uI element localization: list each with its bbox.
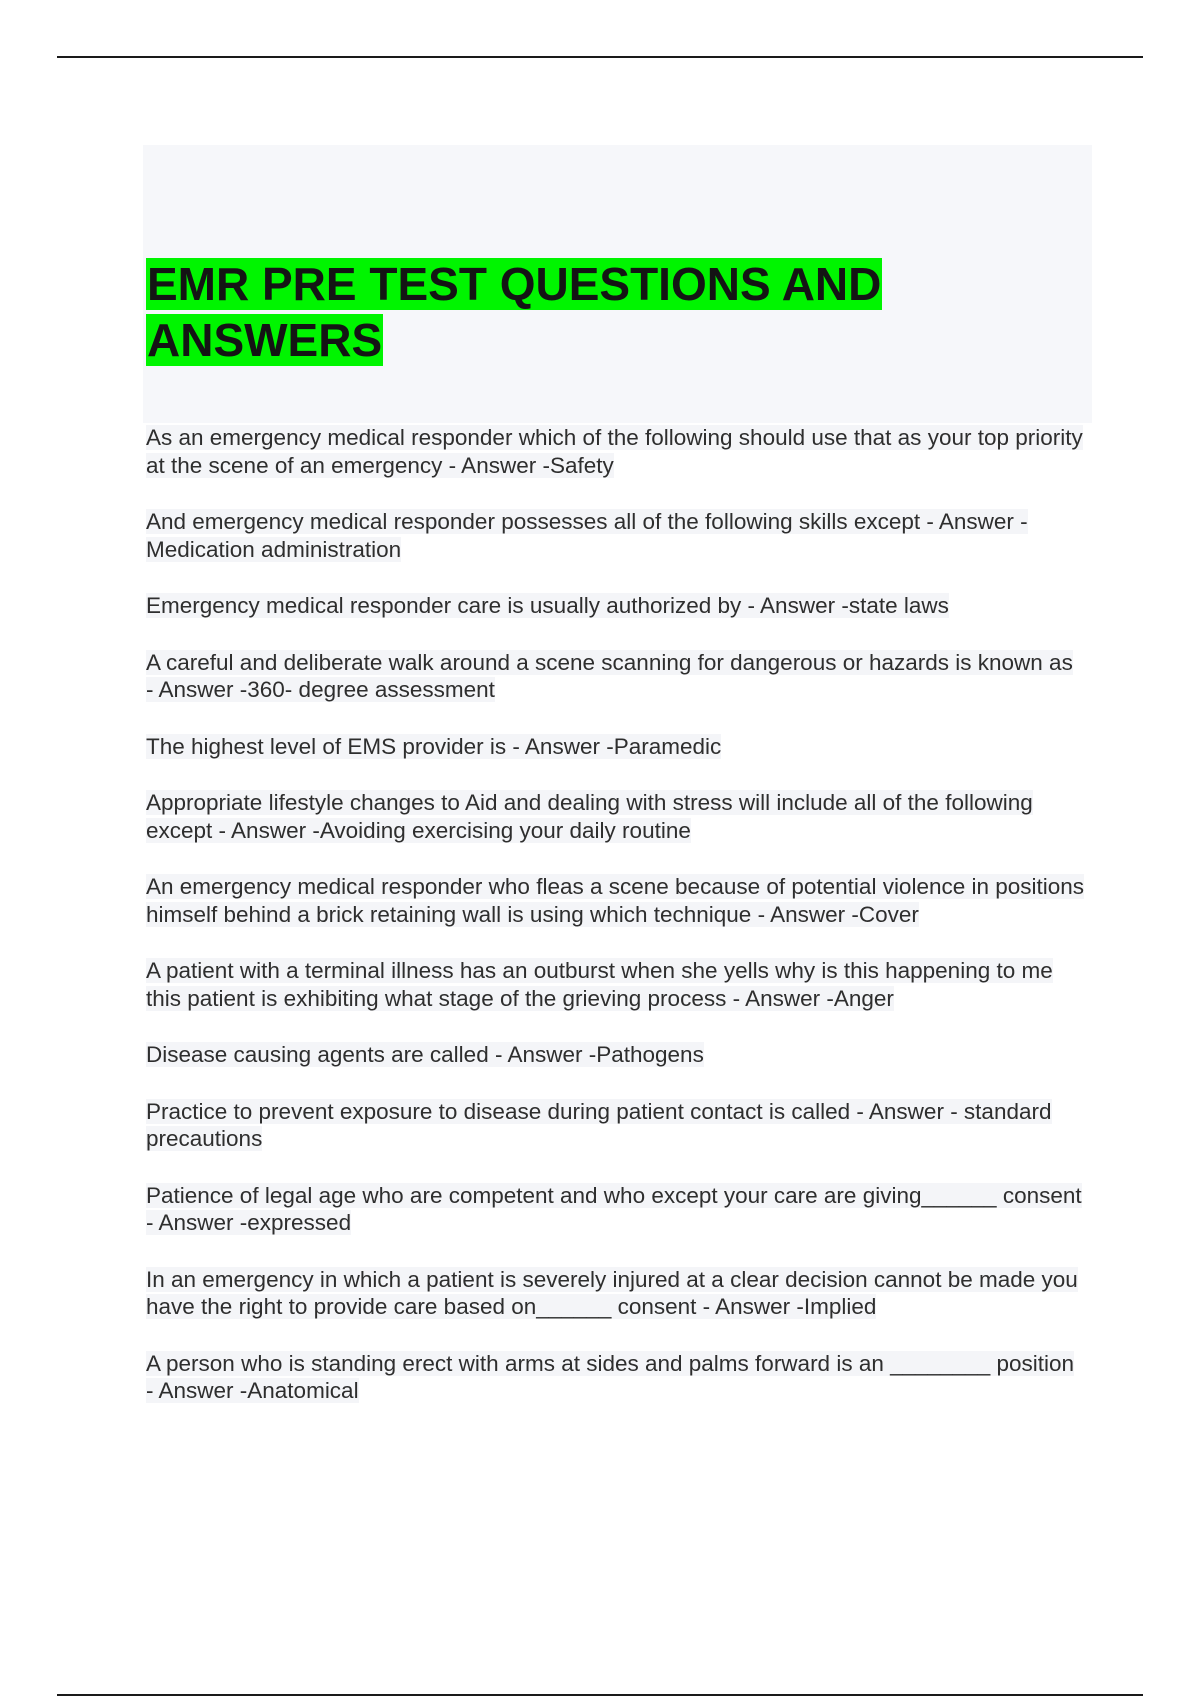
top-rule — [57, 56, 1143, 58]
qa-item — [146, 1266, 1086, 1321]
qa-text: Disease causing agents are called - Answer -Pathogens — [146, 1042, 704, 1067]
qa-text: Patience of legal age who are competent and who except your care are giving______ consent - Answer -expressed — [146, 1182, 1082, 1235]
qa-item — [146, 508, 1086, 563]
qa-item — [146, 649, 1086, 704]
qa-text: And emergency medical responder possesses all of the following skills except - Answer -Medication administration — [146, 509, 1028, 562]
qa-text: A careful and deliberate walk around a scene scanning for dangerous or hazards is known as - Answer -360- degree assessment — [146, 649, 1073, 702]
qa-item — [146, 1350, 1086, 1405]
qa-item — [146, 1098, 1086, 1153]
qa-item — [146, 789, 1086, 844]
qa-text: The highest level of EMS provider is - Answer -Paramedic — [146, 733, 722, 759]
qa-text: A person who is standing erect with arms at sides and palms forward is an ________ position - Answer -Anatomical — [146, 1350, 1075, 1403]
qa-text: Practice to prevent exposure to disease during patient contact is called - Answer - standard precautions — [146, 1098, 1052, 1151]
qa-text: As an emergency medical responder which of the following should use that as your top priority at the scene of an emergency - Answer -Safety — [146, 425, 1083, 478]
title-highlight: EMR PRE TEST QUESTIONS AND ANSWERS — [147, 258, 882, 366]
qa-text: An emergency medical responder who fleas a scene because of potential violence in positions himself behind a brick retaining wall is using which technique - Answer -Cover — [146, 874, 1085, 927]
bottom-rule — [57, 1694, 1143, 1696]
qa-item — [146, 424, 1086, 479]
qa-text: Appropriate lifestyle changes to Aid and dealing with stress will include all of the following except - Answer -Avoiding exercising your daily routine — [146, 790, 1033, 843]
qa-item — [146, 1182, 1086, 1237]
document-title — [146, 256, 1046, 368]
qa-item — [146, 733, 1086, 761]
qa-list — [146, 424, 1086, 1434]
qa-item — [146, 592, 1086, 620]
qa-item — [146, 1041, 1086, 1069]
qa-text: A patient with a terminal illness has an outburst when she yells why is this happening to me this patient is exhibiting what stage of the grieving process - Answer -Anger — [146, 958, 1053, 1011]
qa-text: Emergency medical responder care is usually authorized by - Answer -state laws — [146, 593, 949, 618]
qa-item — [146, 957, 1086, 1012]
qa-item — [146, 873, 1086, 928]
qa-text: In an emergency in which a patient is severely injured at a clear decision cannot be made you have the right to provide care based on______ consent - Answer -Implied — [146, 1266, 1078, 1319]
